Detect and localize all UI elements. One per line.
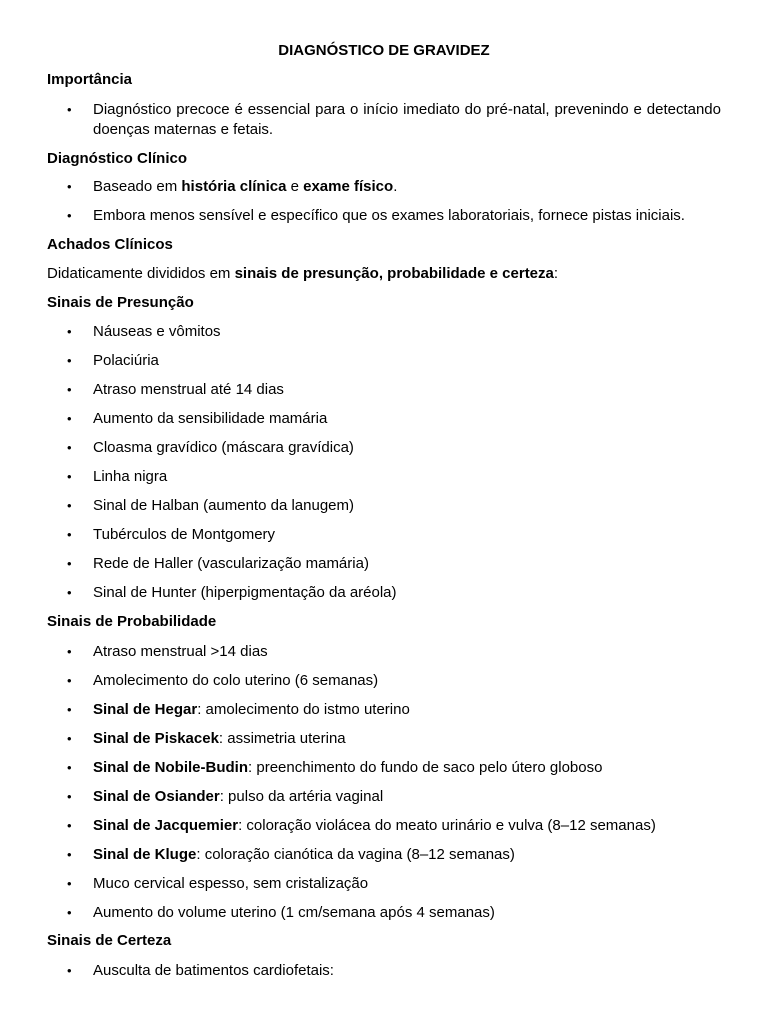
bullet: • (67, 527, 72, 542)
bullet: • (67, 731, 72, 746)
presuncao-item: Rede de Haller (vascularização mamária) (93, 555, 369, 572)
bold-text: Sinal de Hegar (93, 701, 198, 718)
heading-achados-clinicos: Achados Clínicos (47, 236, 173, 253)
bold-text: história clínica (181, 178, 287, 195)
bullet: • (67, 702, 72, 717)
clinico-item-2: Embora menos sensível e específico que os exames laboratoriais, fornece pistas iniciais. (93, 207, 685, 224)
presuncao-item: Linha nigra (93, 468, 168, 485)
text: Muco cervical espesso, sem cristalização (93, 875, 369, 892)
bullet: • (67, 847, 72, 862)
presuncao-item: Polaciúria (93, 352, 159, 369)
bullet: • (67, 179, 72, 194)
text: Didaticamente divididos em (47, 265, 235, 282)
text: Amolecimento do colo uterino (6 semanas) (93, 672, 379, 689)
bold-text: Sinal de Jacquemier (93, 817, 239, 834)
text: : assimetria uterina (218, 730, 346, 747)
probabilidade-item (93, 642, 721, 662)
presuncao-item: Náuseas e vômitos (93, 323, 221, 340)
achados-intro (47, 265, 558, 283)
probabilidade-item (93, 787, 721, 807)
heading-sinais-certeza: Sinais de Certeza (47, 932, 172, 949)
bullet: • (67, 324, 72, 339)
bold-text: sinais de presunção, probabilidade e certeza (234, 265, 554, 282)
text: Baseado em (93, 178, 182, 195)
text: : preenchimento do fundo de saco pelo útero globoso (248, 759, 603, 776)
bullet: • (67, 469, 72, 484)
bullet: • (67, 498, 72, 513)
probabilidade-item (93, 874, 721, 894)
heading-diagnostico-clinico: Diagnóstico Clínico (47, 150, 188, 167)
probabilidade-item (93, 903, 721, 923)
bullet: • (67, 585, 72, 600)
clinico-item-1 (93, 177, 721, 197)
importancia-item: Diagnóstico precoce é essencial para o início imediato do pré-natal, prevenindo e detectando doenças maternas e fetais. (93, 101, 721, 138)
bold-text: exame físico (303, 178, 394, 195)
bullet: • (67, 382, 72, 397)
text: . (393, 178, 398, 195)
text: : (553, 265, 559, 282)
text: : pulso da artéria vaginal (219, 788, 384, 805)
certeza-item: Ausculta de batimentos cardiofetais: (93, 962, 334, 979)
probabilidade-item (93, 758, 721, 778)
bold-text: Sinal de Osiander (93, 788, 220, 805)
bullet: • (67, 440, 72, 455)
bullet: • (67, 905, 72, 920)
presuncao-item: Sinal de Halban (aumento da lanugem) (93, 497, 354, 514)
bullet: • (67, 353, 72, 368)
bold-text: Sinal de Piskacek (93, 730, 219, 747)
bullet: • (67, 208, 72, 223)
heading-sinais-probabilidade: Sinais de Probabilidade (47, 613, 217, 630)
text: : coloração cianótica da vagina (8–12 semanas) (196, 846, 515, 863)
bold-text: Sinal de Nobile-Budin (93, 759, 249, 776)
heading-importancia: Importância (47, 71, 133, 88)
text: : coloração violácea do meato urinário e vulva (8–12 semanas) (238, 817, 656, 834)
probabilidade-item (93, 729, 721, 749)
probabilidade-item (93, 671, 721, 691)
bullet: • (67, 963, 72, 978)
bold-text: Sinal de Kluge (93, 846, 197, 863)
probabilidade-item (93, 816, 721, 836)
bullet: • (67, 411, 72, 426)
bullet: • (67, 876, 72, 891)
bullet: • (67, 556, 72, 571)
presuncao-item: Tubérculos de Montgomery (93, 526, 276, 543)
presuncao-item: Sinal de Hunter (hiperpigmentação da aréola) (93, 584, 397, 601)
presuncao-item: Aumento da sensibilidade mamária (93, 410, 328, 427)
presuncao-item: Atraso menstrual até 14 dias (93, 381, 284, 398)
bullet: • (67, 818, 72, 833)
bullet: • (67, 102, 72, 117)
text: Atraso menstrual >14 dias (93, 643, 268, 660)
probabilidade-item (93, 845, 721, 865)
bullet: • (67, 673, 72, 688)
bullet: • (67, 789, 72, 804)
text: e (286, 178, 304, 195)
presuncao-item: Cloasma gravídico (máscara gravídica) (93, 439, 354, 456)
probabilidade-item (93, 700, 721, 720)
text: Aumento do volume uterino (1 cm/semana após 4 semanas) (93, 904, 495, 921)
bullet: • (67, 760, 72, 775)
document-title: DIAGNÓSTICO DE GRAVIDEZ (278, 42, 490, 59)
bullet: • (67, 644, 72, 659)
text: : amolecimento do istmo uterino (197, 701, 410, 718)
heading-sinais-presuncao: Sinais de Presunção (47, 294, 194, 311)
